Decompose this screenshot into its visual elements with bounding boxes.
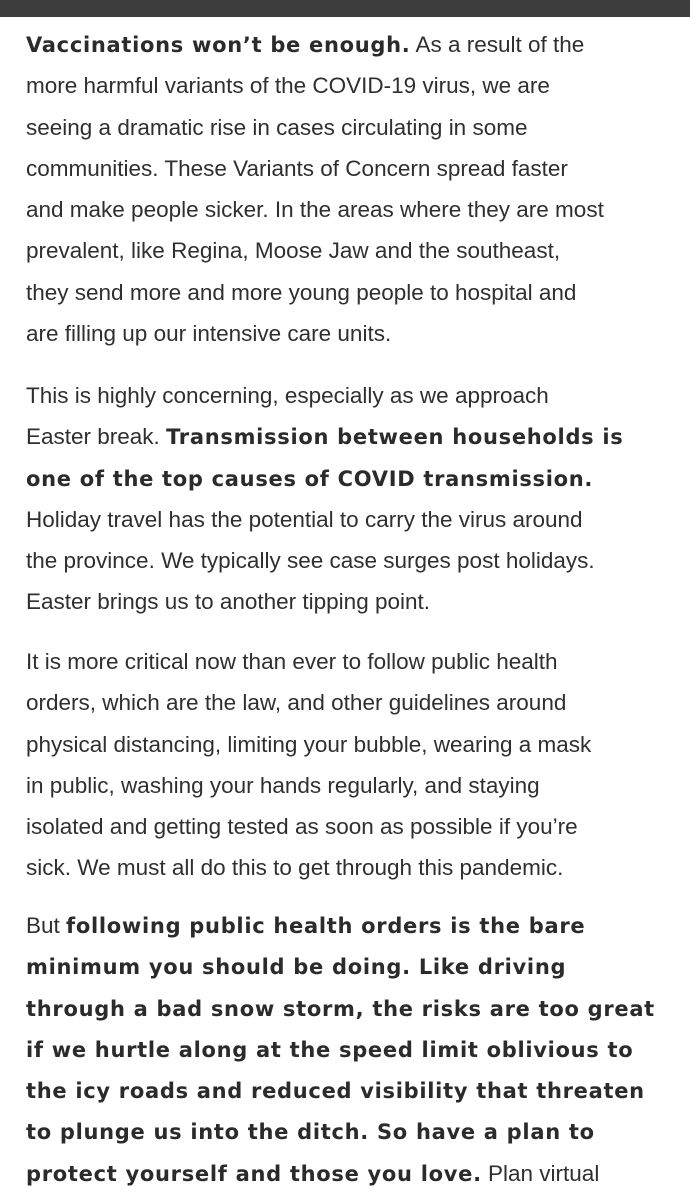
body-text: Easter break.: [26, 424, 167, 450]
body-text: Holiday travel has the potential to carry the virus around: [26, 506, 583, 532]
paragraph-vaccinations: [26, 24, 604, 354]
text-line: [26, 581, 624, 622]
text-line: [26, 24, 604, 65]
bold-text: minimum you should be doing. Like driving: [26, 955, 567, 980]
text-line: [26, 641, 591, 682]
body-text: prevalent, like Regina, Moose Jaw and the southeast,: [26, 238, 561, 264]
body-text: seeing a dramatic rise in cases circulating in some: [26, 114, 528, 140]
text-line: [26, 148, 604, 189]
text-line: [26, 313, 604, 354]
text-line: [26, 1070, 655, 1111]
text-line: [26, 847, 591, 888]
paragraph-public-health-orders: [26, 641, 591, 889]
text-line: [26, 272, 604, 313]
text-line: [26, 946, 655, 987]
text-line: [26, 1111, 655, 1152]
bold-text: to plunge us into the ditch. So have a plan to: [26, 1120, 595, 1145]
text-line: [26, 230, 604, 271]
body-text: and make people sicker. In the areas where they are most: [26, 197, 604, 223]
body-text: But: [26, 913, 67, 938]
body-text: communities. These Variants of Concern spread faster: [26, 155, 568, 181]
text-line: [26, 806, 591, 847]
text-line: [26, 458, 624, 499]
body-text: It is more critical now than ever to follow public health: [26, 649, 558, 674]
bold-text: if we hurtle along at the speed limit oblivious to: [26, 1037, 634, 1062]
text-line: [26, 682, 591, 723]
body-text: they send more and more young people to hospital and: [26, 279, 577, 305]
text-line: [26, 1029, 655, 1070]
bold-text: protect yourself and those you love.: [26, 1161, 482, 1186]
text-line: [26, 765, 591, 806]
body-text: isolated and getting tested as soon as possible if you’re: [26, 814, 578, 840]
text-line: [26, 988, 655, 1029]
body-text: sick. We must all do this to get through this pandemic.: [26, 855, 564, 881]
text-line: [26, 189, 604, 230]
body-text: Plan virtual: [481, 1160, 600, 1186]
text-line: [26, 540, 624, 581]
text-line: [26, 416, 624, 457]
body-text: Easter brings us to another tipping point.: [26, 589, 431, 615]
paragraph-bare-minimum: [26, 905, 655, 1194]
text-line: [26, 375, 624, 416]
bold-text: Transmission between households is: [166, 425, 624, 450]
text-line: [26, 1153, 655, 1194]
bold-text: one of the top causes of COVID transmission.: [26, 466, 594, 491]
bold-text: through a bad snow storm, the risks are too great: [26, 996, 655, 1021]
paragraph-easter-break: [26, 375, 624, 623]
body-text: As a result of the: [410, 32, 585, 57]
body-text: physical distancing, limiting your bubble, wearing a mask: [26, 731, 592, 757]
bold-text: the icy roads and reduced visibility that threaten: [26, 1079, 645, 1104]
bold-text: Vaccinations won’t be enough.: [26, 33, 411, 57]
text-line: [26, 724, 591, 765]
body-text: the province. We typically see case surges post holidays.: [26, 548, 595, 574]
body-text: in public, washing your hands regularly, and staying: [26, 772, 540, 798]
bold-text: following public health orders is the bare: [66, 914, 586, 938]
text-line: [26, 499, 624, 540]
body-text: This is highly concerning, especially as we approach: [26, 383, 549, 408]
body-text: more harmful variants of the COVID-19 virus, we are: [26, 73, 550, 99]
text-line: [26, 65, 604, 106]
body-text: orders, which are the law, and other guidelines around: [26, 690, 567, 716]
text-line: [26, 107, 604, 148]
body-text: are filling up our intensive care units.: [26, 321, 392, 347]
text-line: [26, 905, 655, 946]
